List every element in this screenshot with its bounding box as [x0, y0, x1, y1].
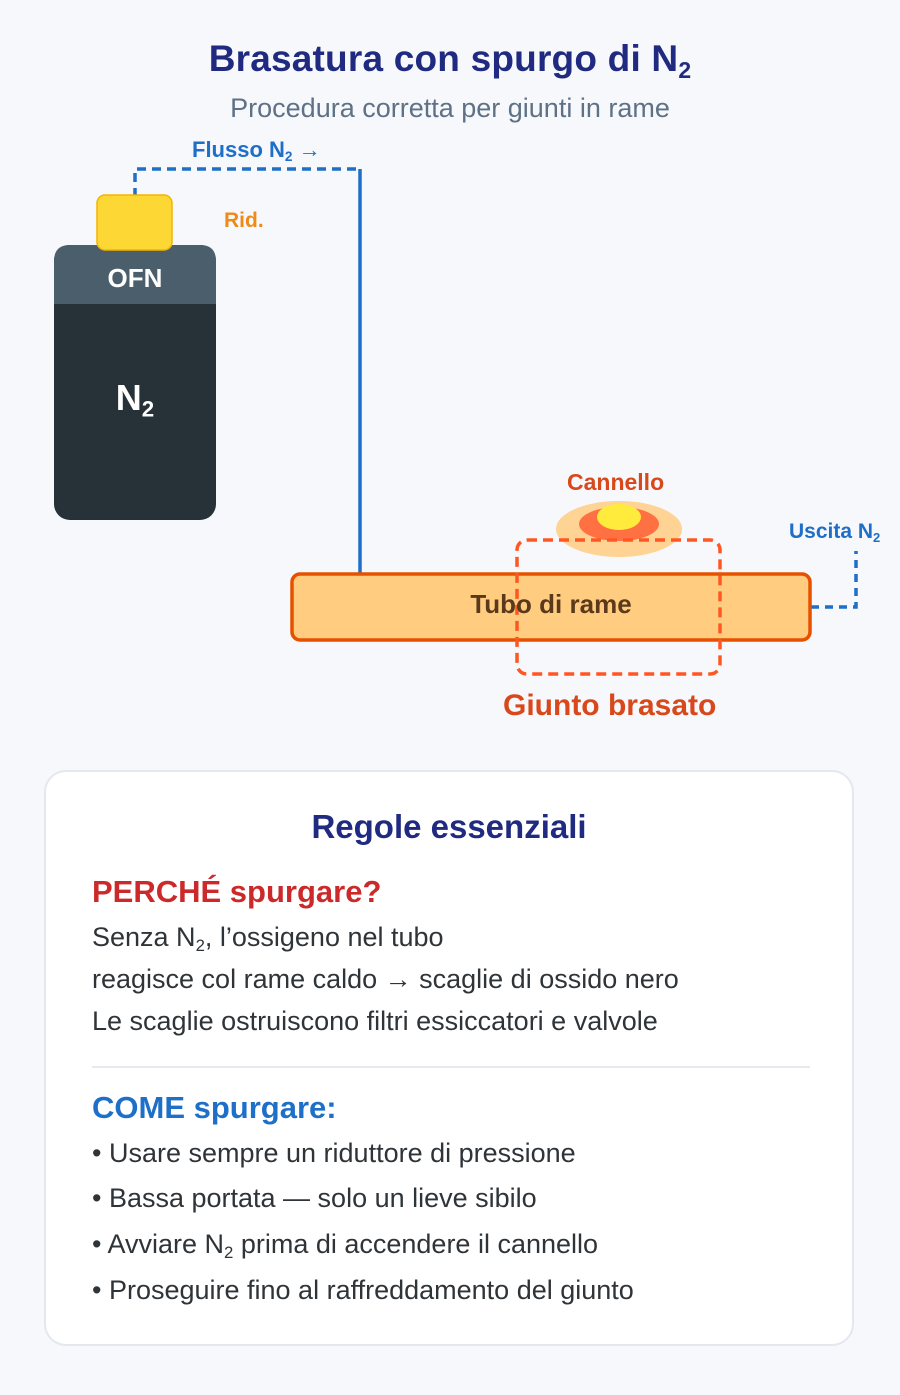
torch-flame-core: [597, 504, 641, 530]
rules-title: Regole essenziali: [311, 808, 587, 845]
how-item-2: • Bassa portata — solo un lieve sibilo: [92, 1183, 537, 1213]
rules-card: [44, 770, 854, 1346]
why-heading: PERCHÉ spurgare?: [92, 874, 382, 909]
cylinder-cap-label: OFN: [107, 263, 163, 293]
torch-label: Cannello: [567, 469, 665, 495]
how-item-4: • Proseguire fino al raffreddamento del giunto: [92, 1275, 634, 1305]
regulator-label: Rid.: [224, 209, 264, 232]
page-title: Brasatura con spurgo di $N_2$: [208, 38, 692, 83]
joint-label: Giunto brasato: [503, 689, 717, 722]
cylinder-body-label: $N_2$: [115, 377, 155, 422]
how-heading: COME spurgare:: [92, 1090, 337, 1125]
nitrogen-exit-line: [811, 551, 856, 607]
section-divider: [92, 1066, 810, 1068]
how-item-3: • Avviare $N_2$ prima di accendere il cannello: [92, 1229, 599, 1263]
flow-label: Flusso $N_2$ →: [192, 137, 321, 165]
why-line-1: Senza $N_2$, l’ossigeno nel tubo: [92, 922, 444, 956]
how-item-1: • Usare sempre un riduttore di pressione: [92, 1138, 576, 1168]
nitrogen-supply-line: [135, 169, 360, 197]
pipe-label: Tubo di rame: [470, 589, 632, 619]
regulator-icon: [97, 195, 172, 250]
exit-label: Uscita $N_2$: [789, 520, 881, 545]
why-line-2: reagisce col rame caldo → scaglie di ossido nero: [92, 964, 679, 994]
page-subtitle: Procedura corretta per giunti in rame: [230, 93, 670, 123]
why-line-3: Le scaglie ostruiscono filtri essiccatori e valvole: [92, 1006, 658, 1036]
